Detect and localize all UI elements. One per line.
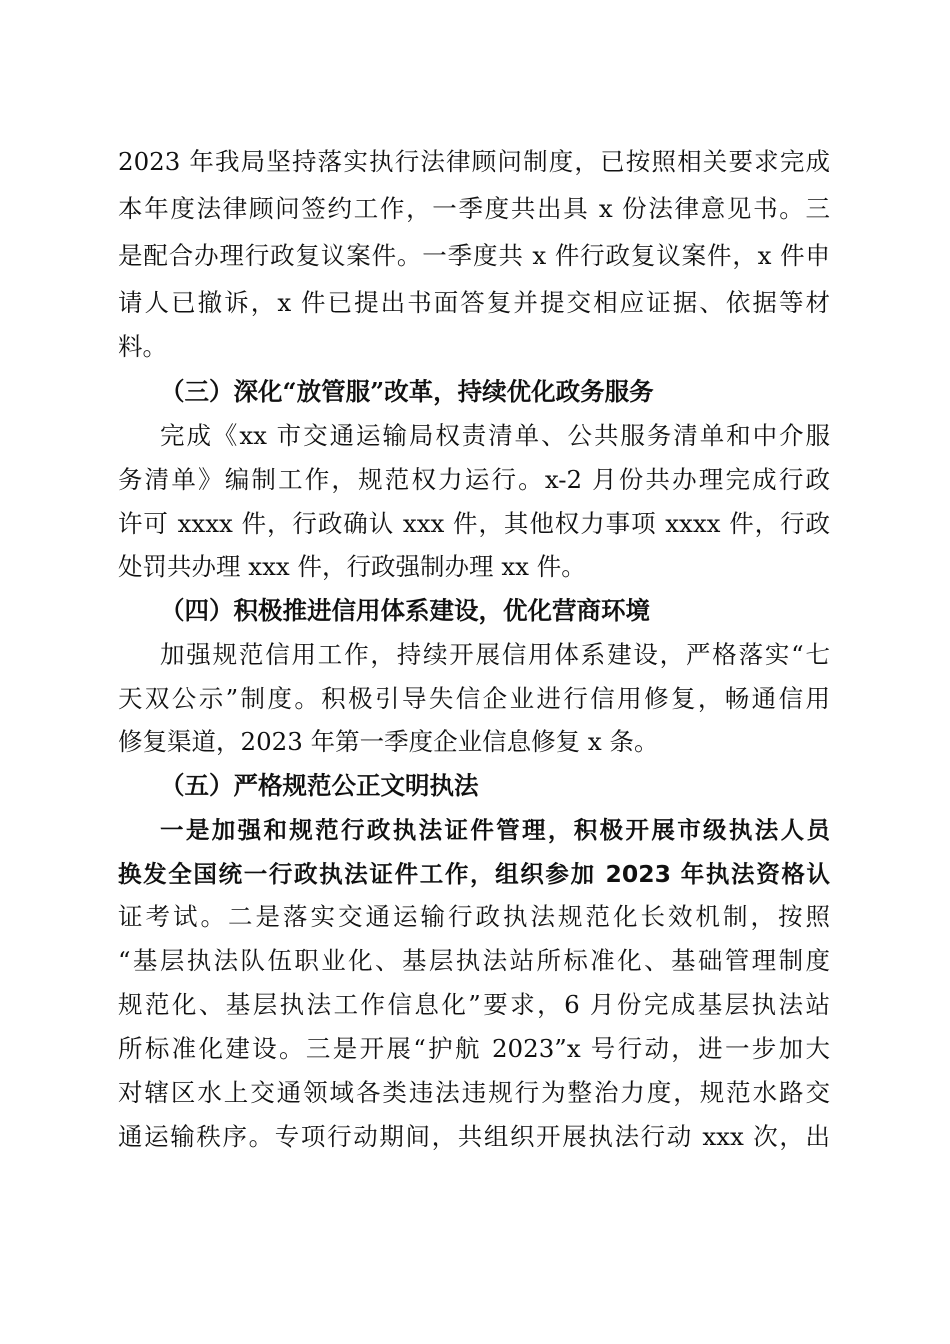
paragraph-line: 加强规范信用工作，持续开展信用体系建设，严格落实“七	[160, 640, 830, 669]
paragraph-line: 料。	[118, 332, 167, 361]
paragraph-line: 规范化、基层执法工作信息化”要求，6 月份完成基层执法站	[118, 990, 830, 1019]
paragraph-line: 所标准化建设。三是开展“护航 2023”x 号行动，进一步加大	[118, 1034, 830, 1063]
paragraph-line: 2023 年我局坚持落实执行法律顾问制度，已按照相关要求完成	[118, 147, 830, 176]
paragraph-line-bold: 换发全国统一行政执法证件工作，组织参加 2023 年执法资格认	[118, 860, 830, 888]
section-heading-4: （四）积极推进信用体系建设，优化营商环境	[160, 596, 650, 625]
paragraph-line: “基层执法队伍职业化、基层执法站所标准化、基础管理制度	[118, 946, 830, 975]
section-heading-5: （五）严格规范公正文明执法	[160, 771, 479, 800]
paragraph-line: 通运输秩序。专项行动期间，共组织开展执法行动 xxx 次，出	[118, 1122, 830, 1151]
paragraph-line: 对辖区水上交通领域各类违法违规行为整治力度，规范水路交	[118, 1078, 830, 1107]
paragraph-line: 处罚共办理 xxx 件，行政强制办理 xx 件。	[118, 552, 586, 581]
paragraph-line: 许可 xxxx 件，行政确认 xxx 件，其他权力事项 xxxx 件，行政	[118, 509, 830, 538]
paragraph-line: 务清单》编制工作，规范权力运行。x-2 月份共办理完成行政	[118, 465, 830, 494]
paragraph-line: 修复渠道，2023 年第一季度企业信息修复 x 条。	[118, 727, 659, 756]
paragraph-line: 请人已撤诉，x 件已提出书面答复并提交相应证据、依据等材	[118, 288, 830, 317]
paragraph-line: 是配合办理行政复议案件。一季度共 x 件行政复议案件，x 件申	[118, 241, 830, 270]
section-heading-3: （三）深化“放管服”改革，持续优化政务服务	[160, 377, 654, 406]
paragraph-line: 证考试。二是落实交通运输行政执法规范化长效机制，按照	[118, 902, 830, 931]
paragraph-line: 本年度法律顾问签约工作，一季度共出具 x 份法律意见书。三	[118, 194, 830, 223]
paragraph-line: 天双公示”制度。积极引导失信企业进行信用修复，畅通信用	[118, 684, 830, 713]
paragraph-line-bold: 一是加强和规范行政执法证件管理，积极开展市级执法人员	[160, 816, 830, 844]
paragraph-line: 完成《xx 市交通运输局权责清单、公共服务清单和中介服	[160, 421, 830, 450]
